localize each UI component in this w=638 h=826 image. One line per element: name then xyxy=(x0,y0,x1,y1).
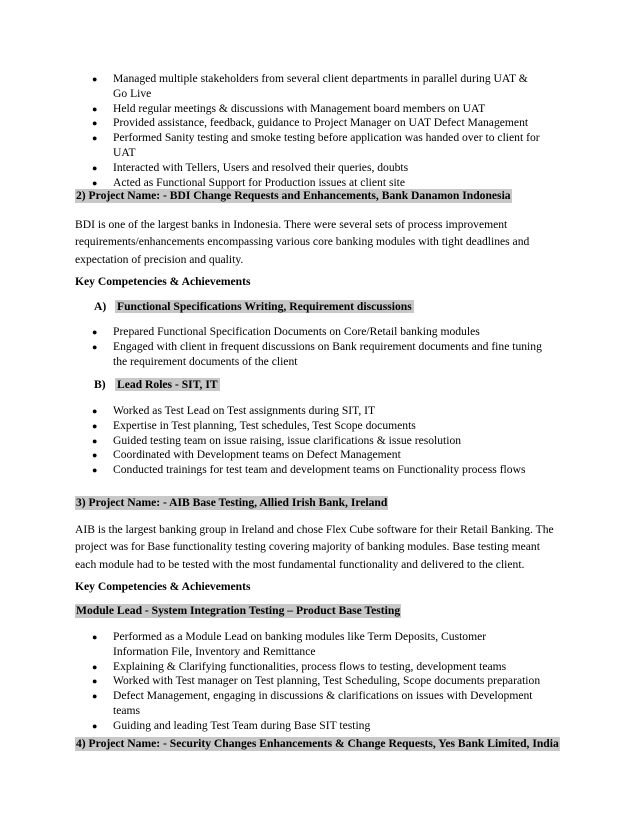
project3-module-lead: Module Lead - System Integration Testing – Product Base Testing xyxy=(76,604,401,617)
list-item: ● Acted as Functional Support for Production issues at client site xyxy=(92,175,406,189)
section-b-list xyxy=(0,404,638,478)
project2-section-a-heading xyxy=(94,300,414,314)
bullet-icon: ● xyxy=(92,632,98,642)
project3-list xyxy=(0,630,638,734)
bullet-icon: ● xyxy=(92,162,98,173)
list-item: ● Provided assistance, feedback, guidance to Project Manager on UAT Defect Management xyxy=(92,116,529,130)
section-a-title: Functional Specifications Writing, Requirement discussions xyxy=(117,300,412,313)
list-item: ● Interacted with Tellers, Users and resolved their queries, doubts xyxy=(92,160,409,174)
bullet-icon: ● xyxy=(92,661,98,672)
bullet-icon: ● xyxy=(92,177,98,188)
list-item: ● Managed multiple stakeholders from several client departments in parallel during UAT & Go Live xyxy=(92,72,528,100)
list-item: ● Expertise in Test planning, Test schedules, Test Scope documents xyxy=(92,418,416,432)
project2-competencies-label: Key Competencies & Achievements xyxy=(75,275,251,288)
section-a-list xyxy=(0,325,638,369)
project2-section-b-heading xyxy=(94,378,220,392)
list-item: ● Guiding and leading Test Team during Base SIT testing xyxy=(92,718,371,732)
bullet-icon: ● xyxy=(92,74,98,84)
list-item: ● Worked as Test Lead on Test assignments during SIT, IT xyxy=(92,404,376,417)
project3-description: AIB is the largest banking group in Ireland and chose Flex Cube software for their Retail Banking. The project was for Base functionality testing covering majority of banking modules. Base testing meant each module had to be tested with the most fundamental functionality and delivered to the client. xyxy=(75,523,554,571)
list-item: ● Explaining & Clarifying functionalities, process flows to testing, development teams xyxy=(92,659,507,673)
list-item: ● Performed Sanity testing and smoke testing before application was handed over to client for UAT xyxy=(92,131,540,159)
bullet-icon: ● xyxy=(92,691,98,702)
bullet-icon: ● xyxy=(92,341,98,352)
project2-description: BDI is one of the largest banks in Indonesia. There were several sets of process improvement requirements/enhancements encompassing various core banking modules with tight deadlines and expectation of precision and quality. xyxy=(75,218,530,266)
section-a-letter: A) xyxy=(94,300,107,313)
bullet-icon: ● xyxy=(92,465,98,476)
bullet-icon: ● xyxy=(92,327,98,337)
bullet-icon: ● xyxy=(92,133,98,144)
list-item: ● Engaged with client in frequent discussions on Bank requirement documents and fine tuning the requirement documents of the client xyxy=(92,339,542,368)
project2-title: 2) Project Name: - BDI Change Requests and Enhancements, Bank Danamon Indonesia xyxy=(76,189,511,202)
bullet-icon: ● xyxy=(92,406,98,416)
list-item: ● Coordinated with Development teams on Defect Management xyxy=(92,448,401,462)
bullet-icon: ● xyxy=(92,103,98,114)
project3-competencies-label: Key Competencies & Achievements xyxy=(75,580,251,593)
list-item: ● Defect Management, engaging in discussions & clarifications on issues with Development teams xyxy=(92,689,533,717)
list-item: ● Performed as a Module Lead on banking modules like Term Deposits, Customer Information File, Inventory and Remittance xyxy=(92,630,487,658)
bullet-icon: ● xyxy=(92,720,98,731)
list-item: ● Conducted trainings for test team and development teams on Functionality process flows xyxy=(92,463,526,477)
bullet-icon: ● xyxy=(92,676,98,687)
list-item: ● Held regular meetings & discussions with Management board members on UAT xyxy=(92,101,486,115)
section-b-letter: B) xyxy=(94,378,106,391)
section-b-title: Lead Roles - SIT, IT xyxy=(117,378,218,391)
bullet-icon: ● xyxy=(92,118,98,129)
list-item: ● Guided testing team on issue raising, issue clarifications & issue resolution xyxy=(92,433,462,447)
project4-title: 4) Project Name: - Security Changes Enhancements & Change Requests, Yes Bank Limited, India xyxy=(76,737,559,750)
list-item: ● Worked with Test manager on Test planning, Test Scheduling, Scope documents preparation xyxy=(92,674,541,688)
bullet-icon: ● xyxy=(92,435,98,446)
block1-list xyxy=(0,72,638,190)
project3-title: 3) Project Name: - AIB Base Testing, Allied Irish Bank, Ireland xyxy=(76,496,388,509)
list-item: ● Prepared Functional Specification Documents on Core/Retail banking modules xyxy=(92,325,480,338)
bullet-icon: ● xyxy=(92,450,98,461)
bullet-icon: ● xyxy=(92,420,98,431)
